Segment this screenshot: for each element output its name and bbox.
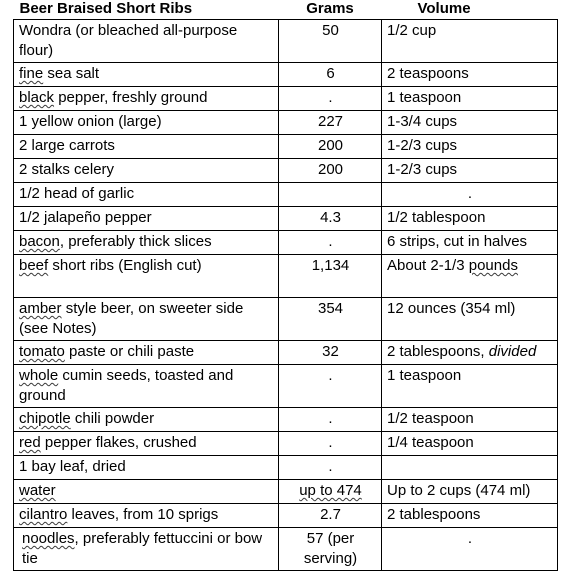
ingredient-text: chili powder bbox=[70, 410, 155, 427]
grams-cell: 227 bbox=[279, 111, 382, 135]
ingredient-cell bbox=[14, 231, 279, 255]
table-row bbox=[14, 207, 558, 231]
table-row bbox=[14, 504, 558, 528]
ingredient-cell bbox=[14, 504, 279, 528]
ingredient-text: cumin seeds, toasted and ground bbox=[19, 367, 234, 404]
volume-cell: 12 ounces (354 ml) bbox=[382, 298, 558, 341]
table-row bbox=[14, 231, 558, 255]
table-row bbox=[14, 111, 558, 135]
header-row bbox=[14, 0, 558, 20]
ingredient-cell bbox=[14, 528, 279, 571]
volume-cell: 1 teaspoon bbox=[382, 87, 558, 111]
volume-cell: 6 strips, cut in halves bbox=[382, 231, 558, 255]
volume-cell: . bbox=[382, 183, 558, 207]
ingredient-cell bbox=[14, 432, 279, 456]
grams-cell: 1,134 bbox=[279, 255, 382, 298]
table-row bbox=[14, 255, 558, 298]
grams-cell: 50 bbox=[279, 20, 382, 63]
volume-cell: 1-3/4 cups bbox=[382, 111, 558, 135]
header-volume: Volume bbox=[417, 0, 471, 17]
ingredient-cell bbox=[14, 298, 279, 341]
volume-cell: 1/4 teaspoon bbox=[382, 432, 558, 456]
ingredient-cell bbox=[14, 365, 279, 408]
table-row bbox=[14, 135, 558, 159]
grams-cell: 200 bbox=[279, 135, 382, 159]
grams-cell: 6 bbox=[279, 63, 382, 87]
table-header bbox=[14, 0, 558, 20]
grams-cell: . bbox=[279, 432, 382, 456]
volume-cell: Up to 2 cups (474 ml) bbox=[382, 480, 558, 504]
grams-cell: . bbox=[279, 87, 382, 111]
spellcheck-word: amber bbox=[19, 300, 62, 317]
header-grams: Grams bbox=[306, 0, 354, 17]
spellcheck-word: bacon bbox=[19, 233, 60, 250]
volume-cell: 1/2 cup bbox=[382, 20, 558, 63]
ingredient-cell bbox=[14, 480, 279, 504]
volume-italic-text: divided bbox=[488, 343, 537, 360]
ingredient-text: paste or chili paste bbox=[64, 343, 195, 360]
grams-cell: 200 bbox=[279, 159, 382, 183]
spellcheck-word: tomato bbox=[19, 343, 65, 360]
grams-cell: 32 bbox=[279, 341, 382, 365]
table-row bbox=[14, 480, 558, 504]
ingredient-cell: 1 yellow onion (large) bbox=[14, 111, 279, 135]
volume-cell: 1/2 teaspoon bbox=[382, 408, 558, 432]
spellcheck-word: up to 474 bbox=[299, 482, 362, 499]
grams-cell: 4.3 bbox=[279, 207, 382, 231]
ingredient-text: style beer, on sweeter side (see Notes) bbox=[19, 300, 244, 337]
ingredient-cell bbox=[14, 408, 279, 432]
ingredient-cell bbox=[14, 87, 279, 111]
table-row bbox=[14, 159, 558, 183]
grams-cell: 354 bbox=[279, 298, 382, 341]
table-row bbox=[14, 408, 558, 432]
volume-cell: 1-2/3 cups bbox=[382, 135, 558, 159]
spellcheck-word: red bbox=[19, 434, 41, 451]
grams-cell: . bbox=[279, 456, 382, 480]
table-row bbox=[14, 20, 558, 63]
volume-text: About 2-1/3 bbox=[387, 257, 469, 274]
ingredient-cell: 1/2 head of garlic bbox=[14, 183, 279, 207]
ingredient-text: , preferably fettuccini or bow tie bbox=[22, 530, 263, 567]
grams-cell: . bbox=[279, 408, 382, 432]
ingredient-text: leaves, from 10 sprigs bbox=[67, 506, 219, 523]
table-row bbox=[14, 298, 558, 341]
volume-cell: . bbox=[382, 528, 558, 571]
ingredient-text: pepper flakes, crushed bbox=[40, 434, 197, 451]
ingredient-text: pepper, freshly ground bbox=[54, 89, 208, 106]
table-row bbox=[14, 528, 558, 571]
grams-cell: 57 (per serving) bbox=[279, 528, 382, 571]
spellcheck-word: whole bbox=[19, 367, 59, 384]
spellcheck-word: beef bbox=[19, 257, 49, 274]
spellcheck-word: chipotle bbox=[19, 410, 71, 427]
ingredient-cell: 1/2 jalapeño pepper bbox=[14, 207, 279, 231]
ingredient-cell bbox=[14, 341, 279, 365]
table-body bbox=[14, 20, 558, 571]
spellcheck-word: water bbox=[19, 482, 56, 499]
ingredients-table bbox=[13, 0, 558, 571]
table-row bbox=[14, 365, 558, 408]
spellcheck-word: noodles bbox=[22, 530, 75, 547]
volume-cell: 1/2 tablespoon bbox=[382, 207, 558, 231]
volume-text: 2 tablespoons, bbox=[387, 343, 489, 360]
volume-cell: 1 teaspoon bbox=[382, 365, 558, 408]
ingredient-text: sea salt bbox=[43, 65, 100, 82]
table-row bbox=[14, 456, 558, 480]
volume-cell: 2 teaspoons bbox=[382, 63, 558, 87]
grams-cell bbox=[279, 480, 382, 504]
ingredient-cell bbox=[14, 255, 279, 298]
ingredient-text: , preferably thick slices bbox=[59, 233, 212, 250]
volume-cell: 2 tablespoons bbox=[382, 504, 558, 528]
grams-cell bbox=[279, 183, 382, 207]
ingredient-cell: 1 bay leaf, dried bbox=[14, 456, 279, 480]
ingredient-cell: 2 stalks celery bbox=[14, 159, 279, 183]
grams-cell: 2.7 bbox=[279, 504, 382, 528]
volume-cell bbox=[382, 255, 558, 298]
spellcheck-word: pounds bbox=[468, 257, 518, 274]
spellcheck-word: fine bbox=[19, 65, 44, 82]
grams-cell: . bbox=[279, 365, 382, 408]
table-row bbox=[14, 432, 558, 456]
spellcheck-word: black bbox=[19, 89, 55, 106]
header-ingredient: Beer Braised Short Ribs bbox=[19, 0, 193, 17]
ingredient-text: short ribs (English cut) bbox=[48, 257, 202, 274]
table-row bbox=[14, 183, 558, 207]
ingredient-cell: 2 large carrots bbox=[14, 135, 279, 159]
spellcheck-word: cilantro bbox=[19, 506, 68, 523]
volume-cell bbox=[382, 341, 558, 365]
grams-cell: . bbox=[279, 231, 382, 255]
table-row bbox=[14, 87, 558, 111]
table-row bbox=[14, 63, 558, 87]
volume-cell bbox=[382, 456, 558, 480]
ingredient-cell bbox=[14, 63, 279, 87]
ingredient-cell: Wondra (or bleached all-purpose flour) bbox=[14, 20, 279, 63]
table-row bbox=[14, 341, 558, 365]
volume-cell: 1-2/3 cups bbox=[382, 159, 558, 183]
